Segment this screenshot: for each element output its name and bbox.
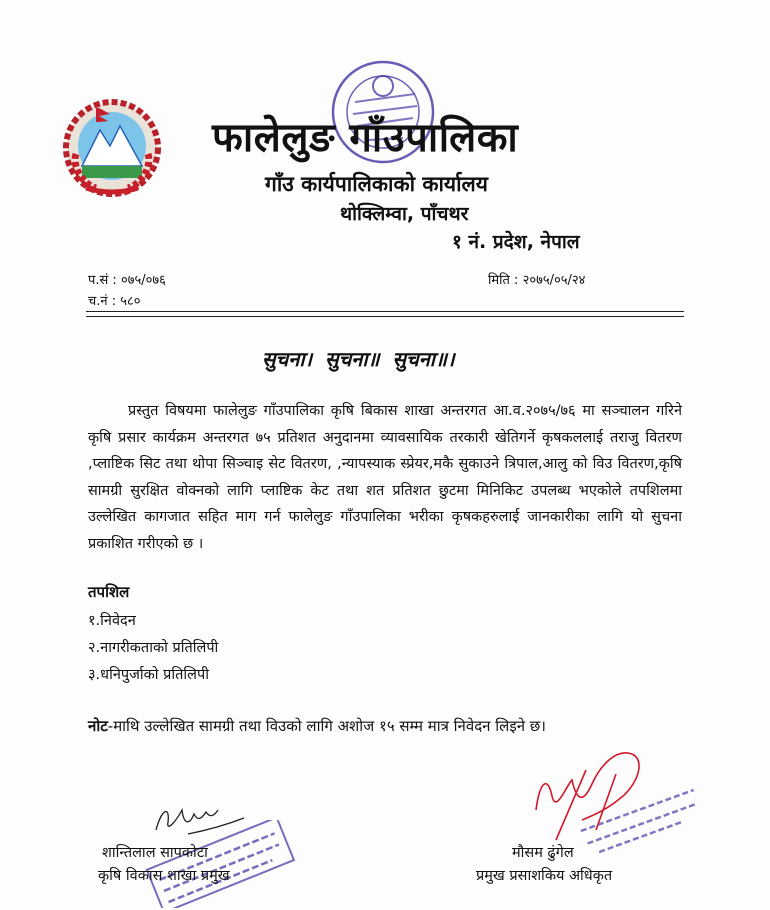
reference-number: प.सं : ०७५/०७६ bbox=[88, 273, 166, 288]
left-signatory-title: कृषि विकास शाखा प्रमुख bbox=[98, 868, 230, 884]
right-signatory-title: प्रमुख प्रसाशकिय अधिकृत bbox=[476, 868, 613, 884]
left-signatory-name: शान्तिलाल सापकोटा bbox=[102, 845, 208, 861]
right-signature-icon bbox=[522, 740, 652, 845]
office-name: गाँउ कार्यपालिकाको कार्यालय bbox=[265, 172, 488, 196]
note-line bbox=[88, 716, 546, 736]
header-divider bbox=[86, 311, 684, 312]
dispatch-number: च.नं : ५८० bbox=[88, 294, 141, 309]
municipality-title: फालेलुङ गाँउपालिका bbox=[212, 115, 519, 161]
letter-date: मिति : २०७५/०५/२४ bbox=[488, 273, 586, 288]
nepal-emblem-icon bbox=[62, 96, 162, 200]
tapashil-item: २.नागरीकताको प्रतिलिपी bbox=[88, 640, 219, 656]
province-name: १ नं. प्रदेश, नेपाल bbox=[452, 231, 580, 253]
tapashil-heading: तपशिल bbox=[88, 583, 130, 601]
note-label: नोट bbox=[88, 717, 108, 735]
tapashil-item: १.निवेदन bbox=[88, 613, 136, 629]
tapashil-item: ३.धनिपुर्जाको प्रतिलिपी bbox=[88, 667, 209, 683]
header-divider-secondary bbox=[86, 316, 684, 317]
left-office-stamp-icon bbox=[140, 820, 300, 908]
note-text: -माथि उल्लेखित सामग्री तथा विउको लागि अशोज १५ सम्म मात्र निवेदन लिइने छ। bbox=[107, 717, 546, 735]
body-paragraph: प्रस्तुत विषयमा फालेलुङ गाँउपालिका कृषि बिकास शाखा अन्तरगत आ.व.२०७५/७६ मा सञ्चालन गरिने कृषि प्रसार कार्यक्रम अन्तरगत ७५ प्रतिशत अनुदानमा व्यावसायिक तरकारी खेतिगर्ने कृषकललाई तराजु वितरण ,प्लाष्टिक सिट तथा थोपा सिञ्चाइ सेट वितरण, ,न्यापस्याक स्प्रेयर,मकै सुकाउने त्रिपाल,आलु को विउ वितरण,कृषि सामग्री सुरक्षित वोक्नको लागि प्लाष्टिक केट तथा शत प्रतिशत छुटमा मिनिकिट उपलब्ध भएकोले तपशिलमा उल्लेखित कागजात सहित माग गर्न फालेलुङ गाँउपालिका भरीका कृषकहरुलाई जानकारीका लागि यो सुचना प्रकाशित गरीएको छ । bbox=[88, 403, 682, 552]
notice-body bbox=[88, 398, 682, 557]
right-signatory-name: मौसम ढुंगेल bbox=[512, 845, 574, 861]
notice-heading: सुचना। सुचना॥ सुचना॥। bbox=[262, 347, 455, 371]
office-location: थोक्लिम्वा, पाँचथर bbox=[340, 203, 469, 225]
